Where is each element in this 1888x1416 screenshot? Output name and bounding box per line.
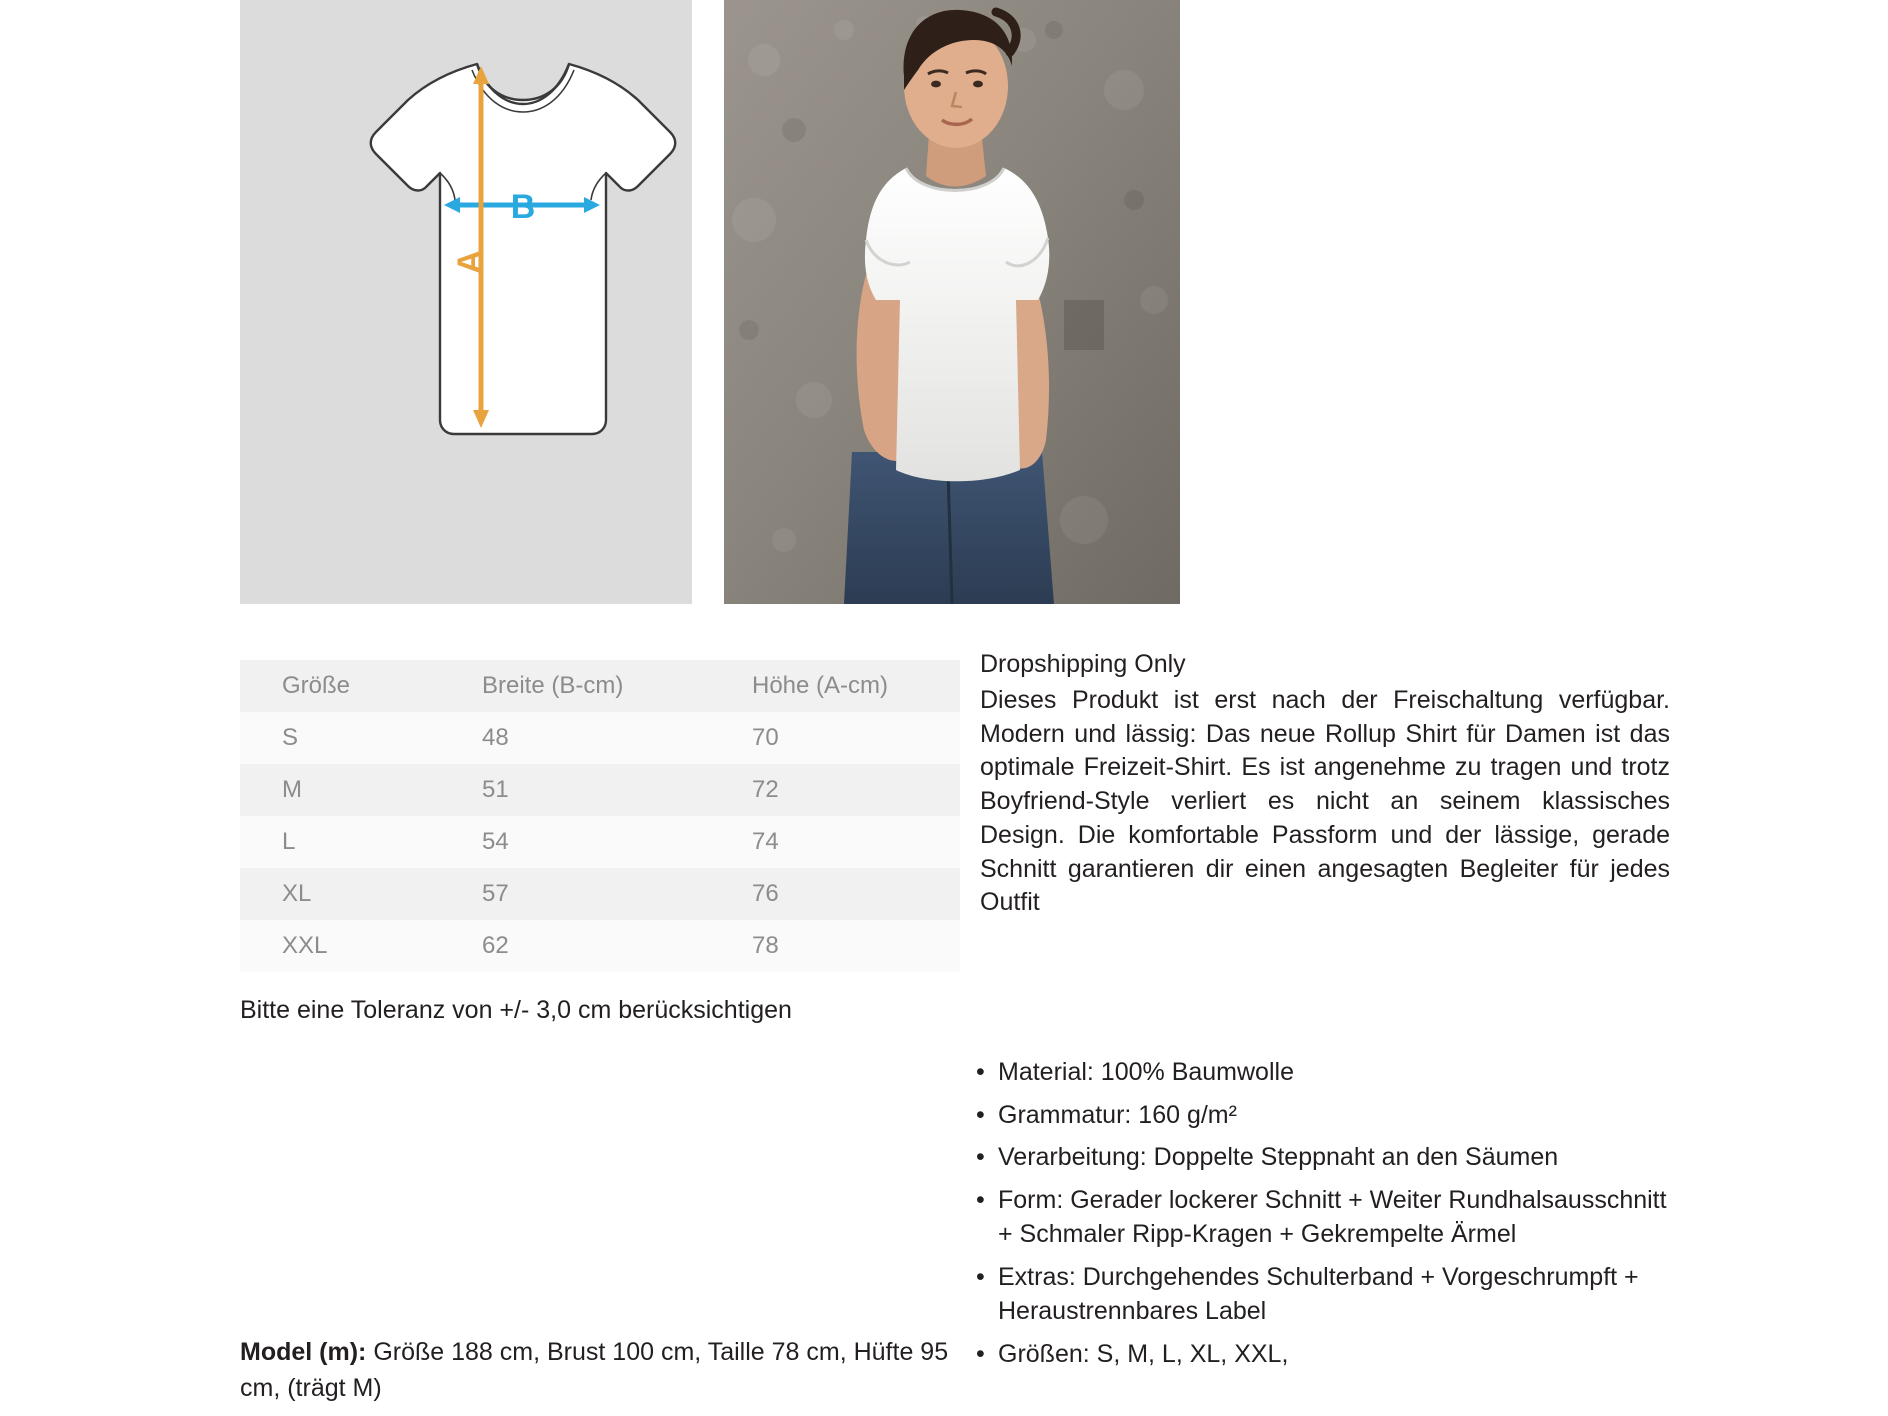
table-header-row: [240, 660, 960, 712]
list-item: [972, 1055, 1682, 1090]
cell-height: 70: [710, 712, 960, 764]
cell-width: 48: [440, 712, 710, 764]
list-item: [972, 1098, 1682, 1133]
size-table: [240, 660, 960, 972]
measure-label-b: B: [510, 188, 536, 226]
feature-text: Grammatur: 160 g/m²: [998, 1100, 1237, 1129]
feature-text: Material: 100% Baumwolle: [998, 1058, 1294, 1086]
cell-height: 76: [710, 868, 960, 920]
list-item: [972, 1140, 1682, 1175]
table-header-height: Höhe (A-cm): [710, 660, 960, 712]
list-item: [972, 1337, 1682, 1372]
cell-size: XXL: [240, 920, 440, 972]
feature-text: Größen: S, M, L, XL, XXL,: [998, 1339, 1289, 1368]
list-item: [972, 1183, 1682, 1252]
table-row: [240, 816, 960, 868]
model-note-label: Model (m):: [240, 1338, 367, 1366]
cell-width: 54: [440, 816, 710, 868]
table-header-size: Größe: [240, 660, 440, 712]
feature-text: Verarbeitung: Doppelte Steppnaht an den Säumen: [998, 1143, 1559, 1171]
measure-label-a: A: [451, 249, 489, 275]
cell-height: 74: [710, 816, 960, 868]
cell-width: 62: [440, 920, 710, 972]
description-body: Dieses Produkt ist erst nach der Freischaltung verfügbar. Modern und lässig: Das neue Rollup Shirt für Damen ist das optimale Freizeit-Shirt. Es ist angenehme zu tragen und trotz Boyfriend-Style verliert es nicht an seinem klassisches Design. Die komfortable Passform und der lässige, gerade Schnitt garantieren dir einen angesagten Begleiter für jedes Outfit: [980, 685, 1670, 917]
model-note-text: Größe 188 cm, Brust 100 cm, Taille 78 cm, Hüfte 95 cm, (trägt M): [240, 1338, 949, 1402]
cell-height: 72: [710, 764, 960, 816]
table-row: [240, 920, 960, 972]
model-measurements-note: [240, 1335, 960, 1406]
cell-width: 51: [440, 764, 710, 816]
tshirt-measurement-diagram: [240, 0, 692, 604]
description-headline: Dropshipping Only: [980, 650, 1186, 678]
cell-size: M: [240, 764, 440, 816]
cell-size: L: [240, 816, 440, 868]
cell-width: 57: [440, 868, 710, 920]
feature-text: Extras: Durchgehendes Schulterband + Vorgeschrumpft + Heraustrennbares Label: [998, 1262, 1639, 1325]
cell-height: 78: [710, 920, 960, 972]
table-header-width: Breite (B-cm): [440, 660, 710, 712]
tolerance-note: Bitte eine Toleranz von +/- 3,0 cm berücksichtigen: [240, 996, 792, 1024]
product-features-list: [972, 1055, 1682, 1379]
measurement-diagram-svg: [240, 0, 692, 604]
table-row: [240, 868, 960, 920]
product-description: [980, 648, 1670, 920]
feature-text: Form: Gerader lockerer Schnitt + Weiter Rundhalsausschnitt + Schmaler Ripp-Kragen + Gekrempelte Ärmel: [998, 1185, 1667, 1248]
product-images-row: [240, 0, 1660, 610]
table-row: [240, 712, 960, 764]
model-wearing-white-tshirt-photo: [724, 0, 1180, 604]
table-row: [240, 764, 960, 816]
cell-size: XL: [240, 868, 440, 920]
list-item: [972, 1260, 1682, 1329]
cell-size: S: [240, 712, 440, 764]
model-photo-illustration: [724, 0, 1180, 604]
